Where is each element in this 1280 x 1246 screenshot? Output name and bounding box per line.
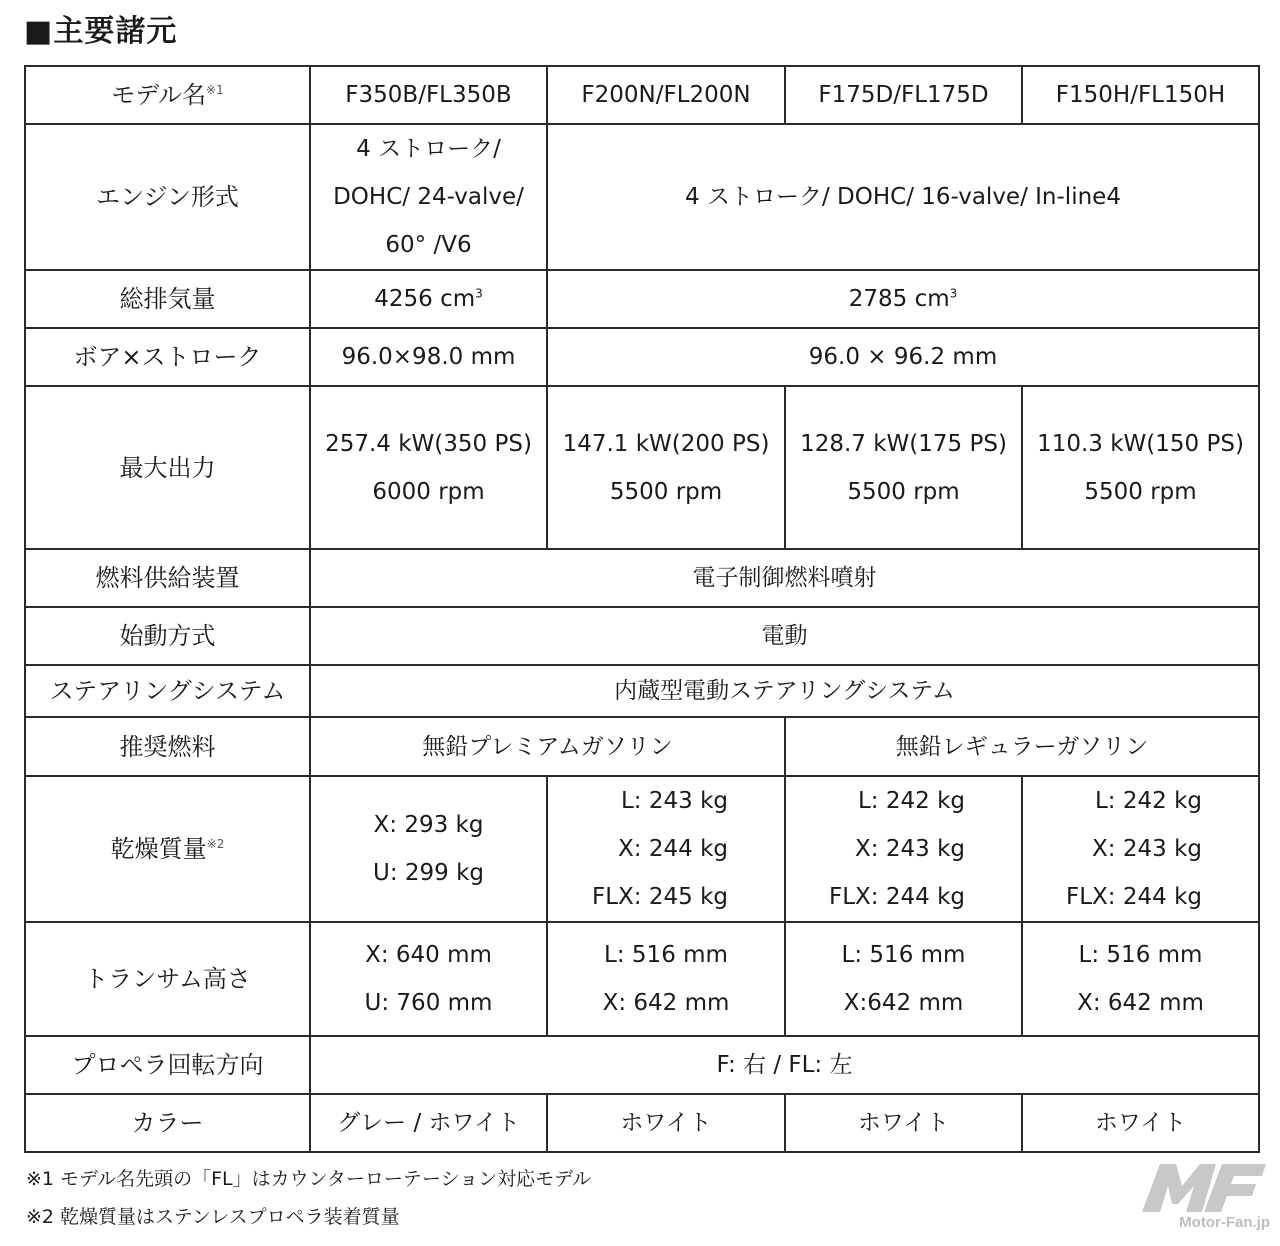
engine-inline4-cell: 4 ストローク/ DOHC/ 16-valve/ In-line4 (547, 124, 1259, 270)
steering-cell: 内蔵型電動ステアリングシステム (310, 665, 1259, 717)
dry-weight-cell: L: 242 kg X: 243 kg FLX: 244 kg (785, 776, 1022, 922)
row-label: 最大出力 (25, 386, 310, 549)
transom-cell: L: 516 mm X:642 mm (785, 922, 1022, 1036)
row-label: ステアリングシステム (25, 665, 310, 717)
model-name-cell: F150H/FL150H (1022, 66, 1259, 124)
dry-weight-cell: X: 293 kg U: 299 kg (310, 776, 547, 922)
row-label: 総排気量 (25, 270, 310, 328)
color-cell: ホワイト (547, 1094, 785, 1152)
footnote-ref: ※1 (206, 83, 224, 97)
starting-cell: 電動 (310, 607, 1259, 665)
row-label: 燃料供給装置 (25, 549, 310, 607)
displacement-inline4-cell: 2785 $cm^3$ (547, 270, 1259, 328)
model-name-cell: F175D/FL175D (785, 66, 1022, 124)
displacement-v6-cell: 4256 $cm^3$ (310, 270, 547, 328)
engine-v6-cell: 4 ストローク/ DOHC/ 24-valve/ 60° /V6 (310, 124, 547, 270)
row-label: ボア×ストローク (25, 328, 310, 386)
row-label: トランサム高さ (25, 922, 310, 1036)
model-name-cell: F350B/FL350B (310, 66, 547, 124)
color-row (25, 1094, 1259, 1152)
transom-cell: L: 516 mm X: 642 mm (1022, 922, 1259, 1036)
row-label: 乾燥質量$^{※2}$ (25, 776, 310, 922)
transom-cell: L: 516 mm X: 642 mm (547, 922, 785, 1036)
transom-row (25, 922, 1259, 1036)
spec-table (24, 65, 1260, 1153)
color-cell: ホワイト (1022, 1094, 1259, 1152)
fuel-system-cell: 電子制御燃料噴射 (310, 549, 1259, 607)
bore-stroke-row (25, 328, 1259, 386)
row-label: プロペラ回転方向 (25, 1036, 310, 1094)
fuel-system-row (25, 549, 1259, 607)
dry-weight-row (25, 776, 1259, 922)
propeller-row (25, 1036, 1259, 1094)
motor-fan-logo (1138, 1160, 1268, 1212)
bore-stroke-inline4-cell: 96.0 × 96.2 mm (547, 328, 1259, 386)
row-label: エンジン形式 (25, 124, 310, 270)
dry-weight-cell: L: 243 kg X: 244 kg FLX: 245 kg (547, 776, 785, 922)
bore-stroke-v6-cell: 96.0×98.0 mm (310, 328, 547, 386)
max-output-cell: 110.3 kW(150 PS) 5500 rpm (1022, 386, 1259, 549)
dry-weight-cell: L: 242 kg X: 243 kg FLX: 244 kg (1022, 776, 1259, 922)
footnote-1: ※1 モデル名先頭の「FL」はカウンターローテーション対応モデル (26, 1168, 592, 1190)
row-label: モデル名$^{※1}$ (25, 66, 310, 124)
row-label: カラー (25, 1094, 310, 1152)
max-output-cell: 128.7 kW(175 PS) 5500 rpm (785, 386, 1022, 549)
max-output-cell: 147.1 kW(200 PS) 5500 rpm (547, 386, 785, 549)
color-cell: ホワイト (785, 1094, 1022, 1152)
watermark (1128, 1160, 1270, 1240)
row-label: 始動方式 (25, 607, 310, 665)
max-output-cell: 257.4 kW(350 PS) 6000 rpm (310, 386, 547, 549)
fuel-premium-cell: 無鉛プレミアムガソリン (310, 717, 785, 776)
model-name-cell: F200N/FL200N (547, 66, 785, 124)
propeller-cell: F: 右 / FL: 左 (310, 1036, 1259, 1094)
transom-cell: X: 640 mm U: 760 mm (310, 922, 547, 1036)
row-label: 推奨燃料 (25, 717, 310, 776)
steering-row (25, 665, 1259, 717)
fuel-row (25, 717, 1259, 776)
model-row (25, 66, 1259, 124)
footnote-ref: ※2 (206, 837, 225, 851)
watermark-text: Motor-Fan.jp (1179, 1214, 1270, 1231)
page-title: ■主要諸元 (24, 14, 178, 49)
color-cell: グレー / ホワイト (310, 1094, 547, 1152)
fuel-regular-cell: 無鉛レギュラーガソリン (785, 717, 1259, 776)
max-output-row (25, 386, 1259, 549)
starting-row (25, 607, 1259, 665)
displacement-row (25, 270, 1259, 328)
engine-row (25, 124, 1259, 270)
footnote-2: ※2 乾燥質量はステンレスプロペラ装着質量 (26, 1206, 400, 1228)
